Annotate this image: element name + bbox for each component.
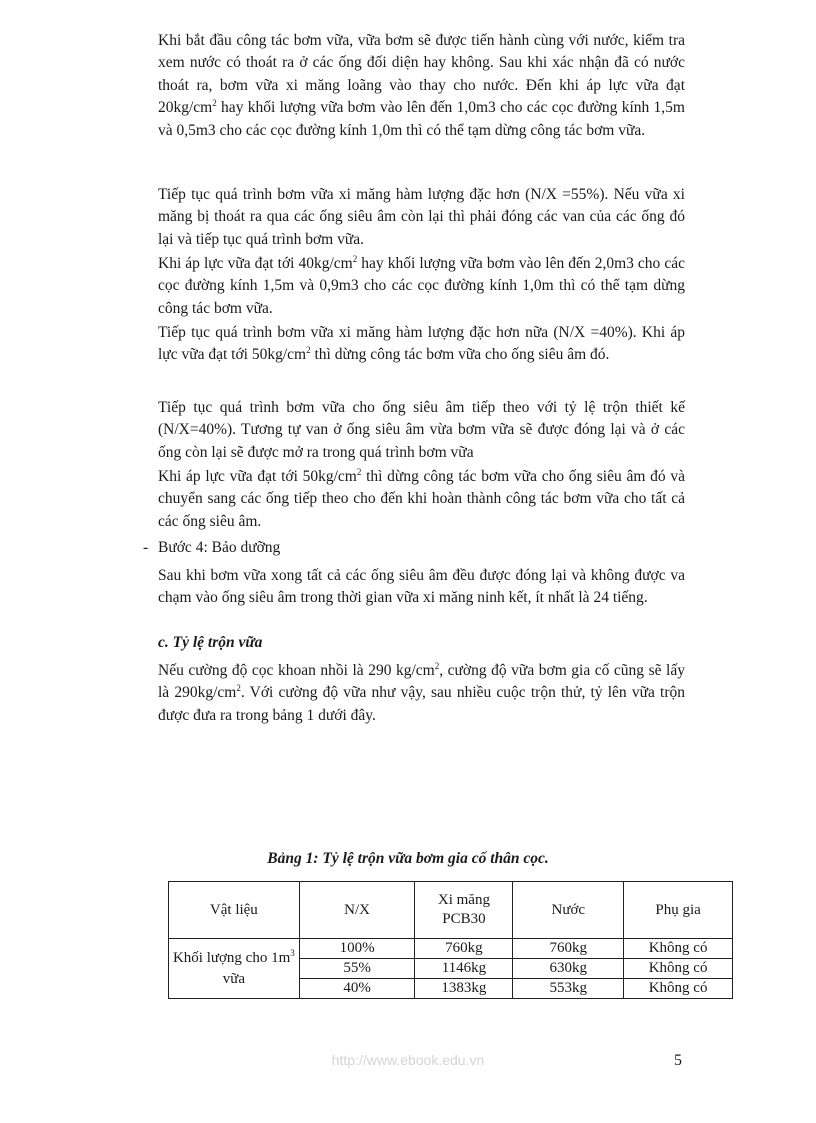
table-cell: Không có	[624, 979, 733, 999]
paragraph-thickest-grout: Tiếp tục quá trình bơm vữa xi măng hàm lượng đặc hơn nữa (N/X =40%). Khi áp lực vữa đạt tới $50kg/cm^2$ thì dừng công tác bơm vữa cho ống siêu âm đó.	[158, 324, 685, 364]
table-cell: 55%	[299, 959, 415, 979]
paragraph-pressure-50: Khi áp lực vữa đạt tới $50kg/cm^2$ thì dừng công tác bơm vữa cho ống siêu âm đó và chuyển sang các ống tiếp theo cho đến khi hoàn thành công tác bơm vữa cho tất cả các ống siêu âm.	[158, 466, 685, 530]
bullet-step-4: - Bước 4: Bảo dưỡng	[143, 539, 281, 556]
mix-ratio-table	[168, 881, 733, 999]
table-cell: 553kg	[513, 979, 624, 999]
paragraph-next-pipe: Tiếp tục quá trình bơm vữa cho ống siêu âm tiếp theo với tỷ lệ trộn thiết kế (N/X=40%). Tương tự van ở ống siêu âm vừa bơm vữa sẽ được đóng lại và ở các ống còn lại sẽ được mở ra trong quá trình bơm vữa	[158, 399, 685, 461]
table-cell: 100%	[299, 939, 415, 959]
section-heading-mix-ratio: c. Tỷ lệ trộn vữa	[158, 634, 263, 651]
paragraph-pressure-40: Khi áp lực vữa đạt tới $40kg/cm^2$ hay khối lượng vữa bơm vào lên đến 2,0m3 cho các cọc đường kính 1,5m và 0,9m3 cho các cọc đường kính 1,0m thì có thể tạm dừng công tác bơm vữa.	[158, 253, 685, 317]
header-cell: Nước	[513, 882, 624, 939]
header-cell: Phụ gia	[624, 882, 733, 939]
table-cell: Không có	[624, 959, 733, 979]
footer-url: http://www.ebook.edu.vn	[331, 1052, 485, 1068]
table-cell: 1383kg	[415, 979, 513, 999]
table-header-row	[169, 882, 733, 939]
table-cell: 760kg	[513, 939, 624, 959]
table-caption: Bảng 1: Tỷ lệ trộn vữa bơm gia cố thân cọc.	[267, 850, 549, 867]
paragraph-grout-start: Khi bắt đầu công tác bơm vữa, vữa bơm sẽ được tiến hành cùng với nước, kiểm tra xem nước có thoát ra ở các ống đối diện hay không. Sau khi xác nhận đã có nước thoát ra, bơm vữa xi măng loãng vào thay cho nước. Đến khi áp lực vữa đạt $20kg/cm^2$ hay khối lượng vữa bơm vào lên đến 1,0m3 cho các cọc đường kính 1,5m và 0,5m3 cho các cọc đường kính 1,0m thì có thể tạm dừng công tác bơm vữa.	[158, 32, 685, 139]
paragraph-mix-ratio: Nếu cường độ cọc khoan nhồi là 290 $kg/cm^2$, cường độ vữa bơm gia cố cũng sẽ lấy là $290kg/cm^2$. Với cường độ vữa như vậy, sau nhiều cuộc trộn thử, tỷ lên vữa trộn được đưa ra trong bảng 1 dưới đây.	[158, 660, 685, 724]
paragraph-thicker-grout: Tiếp tục quá trình bơm vữa xi măng hàm lượng đặc hơn (N/X =55%). Nếu vữa xi măng bị thoát ra qua các ống siêu âm còn lại thì phải đóng các van của các ống đó lại và tiếp tục quá trình bơm vữa.	[158, 186, 685, 248]
table-row	[169, 939, 733, 959]
table-cell: 760kg	[415, 939, 513, 959]
table-cell: Không có	[624, 939, 733, 959]
table-cell: 1146kg	[415, 959, 513, 979]
table-cell: 630kg	[513, 959, 624, 979]
page-number: 5	[674, 1052, 682, 1069]
row-label-cell: Khối lượng cho $1m^3$ vữa	[169, 939, 300, 999]
header-cell: Vật liệu	[169, 882, 300, 939]
table-cell: 40%	[299, 979, 415, 999]
header-cell: N/X	[299, 882, 415, 939]
header-cell: Xi măng PCB30	[415, 882, 513, 939]
paragraph-step-4: Sau khi bơm vữa xong tất cả các ống siêu âm đều được đóng lại và không được va chạm vào ống siêu âm trong thời gian vữa xi măng ninh kết, ít nhất là 24 tiếng.	[158, 567, 685, 607]
